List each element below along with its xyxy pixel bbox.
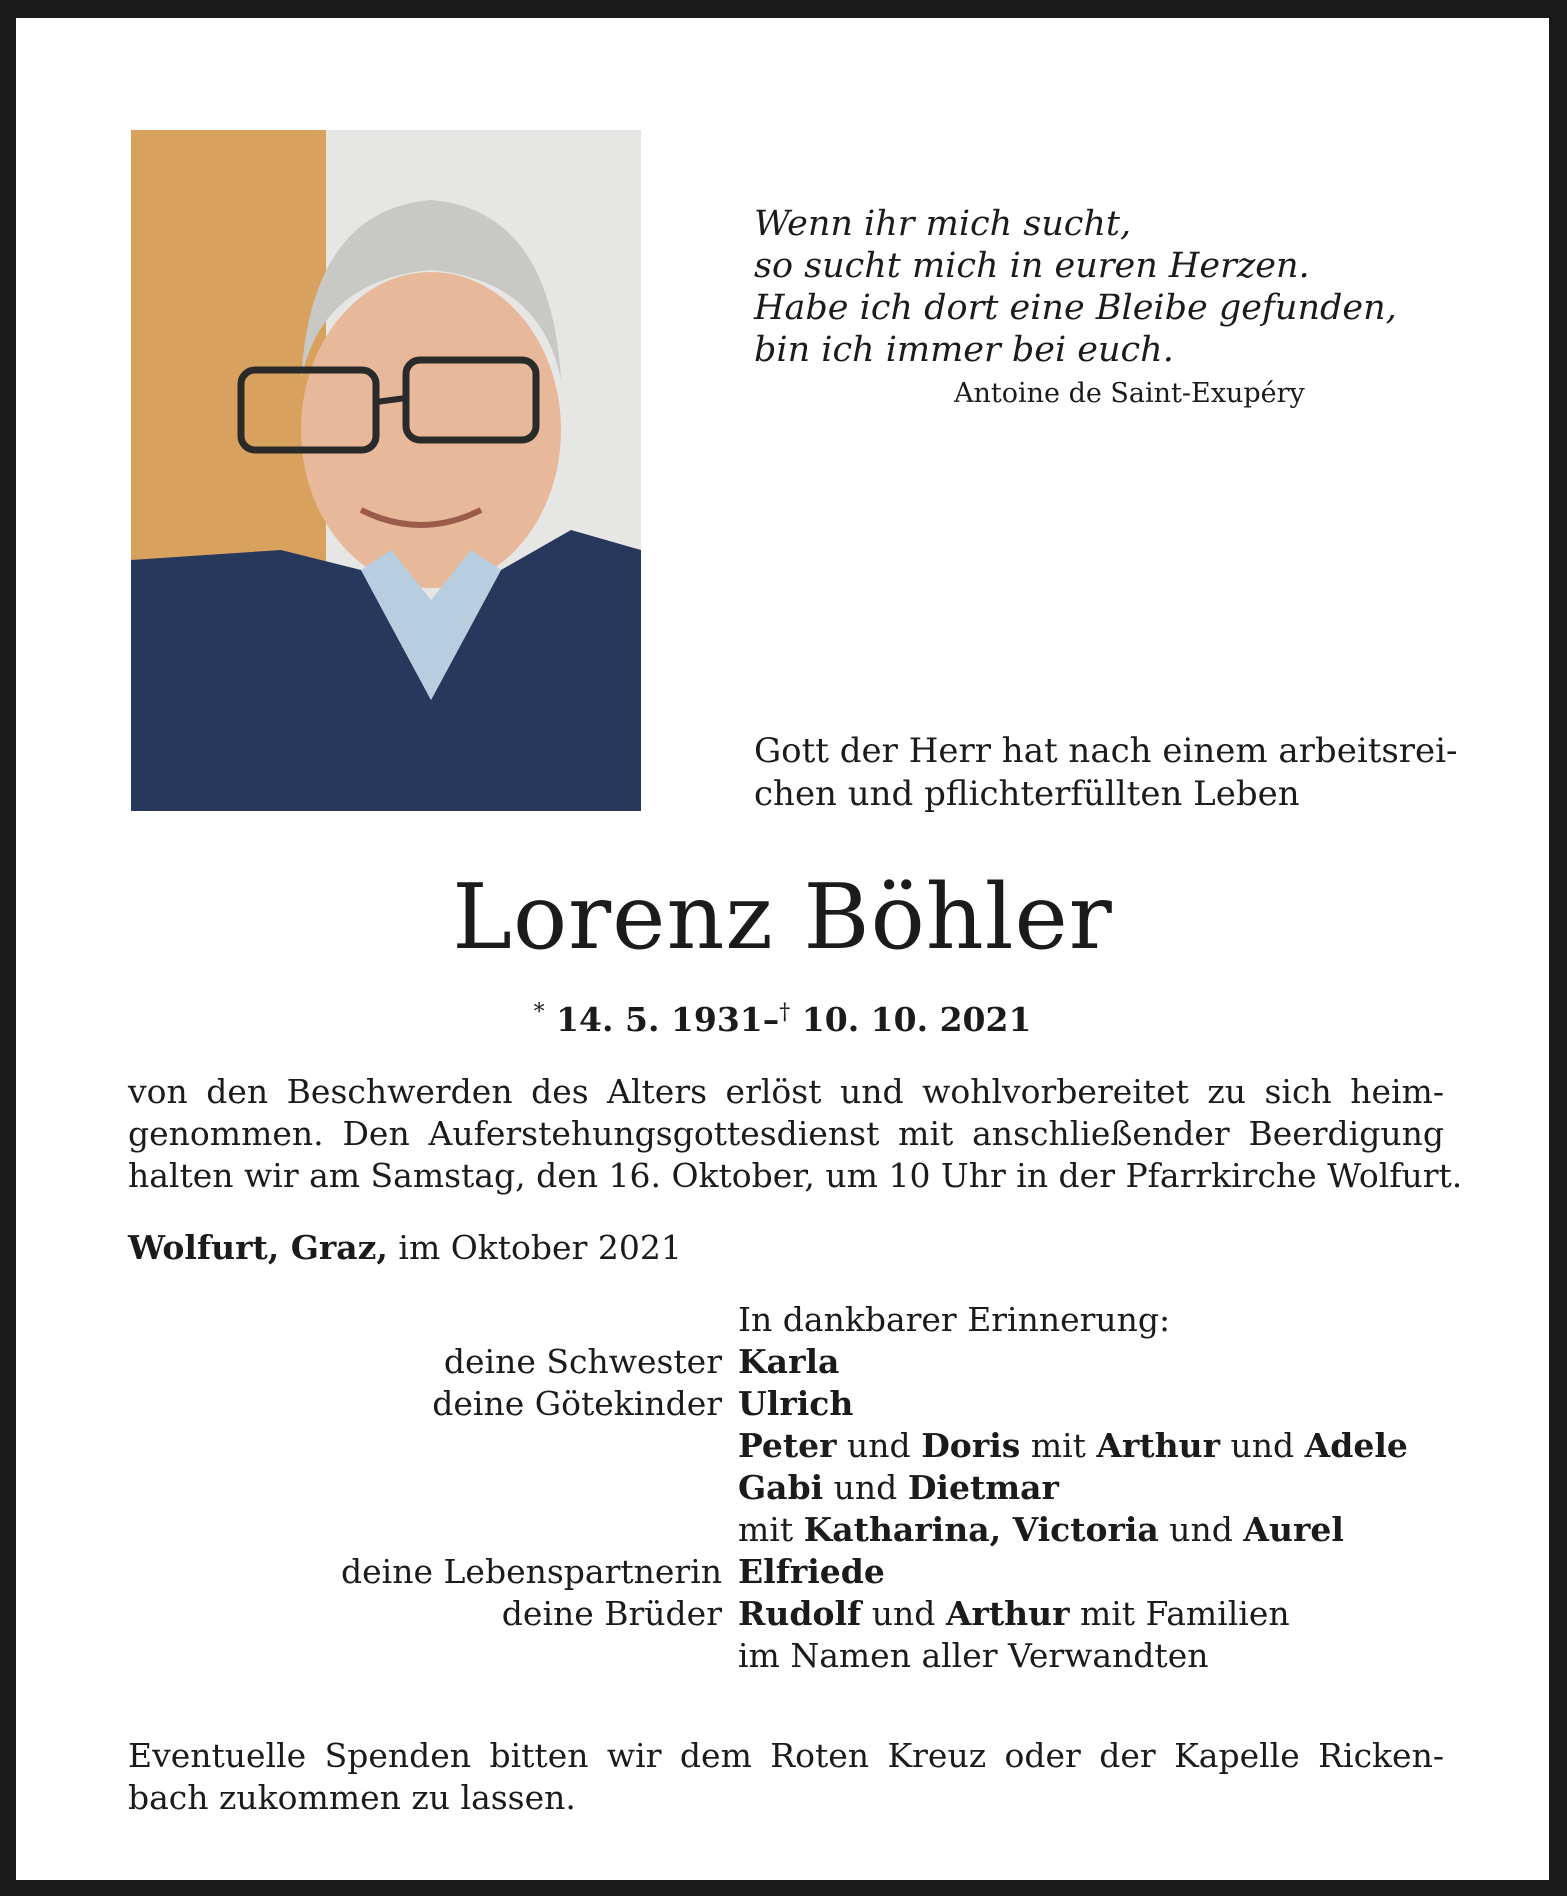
relation-label: deine Götekinder bbox=[432, 1384, 722, 1423]
death-date: 10. 10. 2021 bbox=[801, 1000, 1032, 1039]
connector-text: und bbox=[1158, 1510, 1244, 1549]
date-separator: – bbox=[762, 1000, 780, 1039]
quote-line: Habe ich dort eine Bleibe gefunden, bbox=[754, 288, 1397, 328]
mourner-name: Arthur bbox=[1096, 1426, 1221, 1465]
announcement-date: im Oktober 2021 bbox=[398, 1228, 682, 1267]
closing-line: Eventuelle Spenden bitten wir dem Roten Kreuz oder der Kapelle Ricken- bbox=[128, 1736, 1444, 1775]
life-dates bbox=[16, 993, 1549, 1040]
obituary-page bbox=[16, 18, 1549, 1880]
quote-line: bin ich immer bei euch. bbox=[754, 330, 1174, 370]
mourner-name: Gabi bbox=[738, 1468, 824, 1507]
body-line: genommen. Den Auferstehungsgottesdienst mit anschließender Beerdigung bbox=[128, 1114, 1444, 1153]
intro-text bbox=[754, 730, 1474, 816]
connector-text: und bbox=[823, 1468, 908, 1507]
connector-text: und bbox=[861, 1594, 946, 1633]
relation-label bbox=[16, 1467, 738, 1509]
connector-text: und bbox=[1220, 1426, 1305, 1465]
mourner-name: Elfriede bbox=[738, 1552, 885, 1591]
relation-label: deine Schwester bbox=[443, 1342, 722, 1381]
mourners-heading-row bbox=[16, 1299, 1549, 1341]
mourner-name: Dietmar bbox=[907, 1468, 1059, 1507]
mourners-heading: In dankbarer Erinnerung: bbox=[738, 1300, 1171, 1339]
mourner-row bbox=[16, 1425, 1549, 1467]
quote-line: Wenn ihr mich sucht, bbox=[754, 204, 1132, 244]
mourner-names bbox=[738, 1341, 1478, 1383]
mourner-names bbox=[738, 1551, 1478, 1593]
mourner-name: Karla bbox=[738, 1342, 840, 1381]
relation-label bbox=[16, 1425, 738, 1467]
donation-note bbox=[128, 1735, 1444, 1819]
quote-author: Antoine de Saint-Exupéry bbox=[954, 378, 1305, 409]
connector-text: mit Familien bbox=[1069, 1594, 1290, 1633]
mourner-name: Rudolf bbox=[738, 1594, 862, 1633]
death-symbol: † bbox=[779, 1000, 791, 1025]
body-line: von den Beschwerden des Alters erlöst und wohlvorbereitet zu sich heim- bbox=[128, 1072, 1444, 1111]
mourner-row bbox=[16, 1341, 1549, 1383]
mourner-row bbox=[16, 1383, 1549, 1425]
mourner-row bbox=[16, 1509, 1549, 1551]
mourner-names bbox=[738, 1509, 1478, 1551]
body-line: halten wir am Samstag, den 16. Oktober, um 10 Uhr in der Pfarrkirche Wolfurt. bbox=[128, 1156, 1463, 1195]
connector-text: mit bbox=[1020, 1426, 1097, 1465]
mourner-name: Ulrich bbox=[738, 1384, 854, 1423]
mourner-row bbox=[16, 1551, 1549, 1593]
mourner-rows bbox=[16, 1341, 1549, 1677]
birth-symbol: * bbox=[533, 1000, 545, 1025]
announcement-text bbox=[128, 1071, 1463, 1197]
relation-label bbox=[16, 1635, 738, 1677]
place-and-date bbox=[128, 1227, 682, 1269]
mourner-names bbox=[738, 1425, 1478, 1467]
mourner-name: Doris bbox=[921, 1426, 1021, 1465]
portrait-photo bbox=[131, 130, 641, 811]
deceased-name: Lorenz Böhler bbox=[452, 865, 1113, 970]
mourner-names bbox=[738, 1467, 1478, 1509]
relation-label: deine Brüder bbox=[501, 1594, 722, 1633]
mourner-names bbox=[738, 1635, 1478, 1677]
relation-label bbox=[16, 1509, 738, 1551]
mourners-list bbox=[16, 1299, 1549, 1677]
mourner-name: Katharina, Victoria bbox=[803, 1510, 1159, 1549]
mourner-name: Aurel bbox=[1243, 1510, 1344, 1549]
connector-text: im Namen aller Verwandten bbox=[738, 1636, 1209, 1675]
portrait-image bbox=[131, 130, 641, 811]
mourner-name: Adele bbox=[1304, 1426, 1408, 1465]
intro-line: chen und pflichterfüllten Leben bbox=[754, 774, 1300, 814]
relation-label: deine Lebenspartnerin bbox=[341, 1552, 722, 1591]
connector-text: mit bbox=[738, 1510, 804, 1549]
connector-text: und bbox=[836, 1426, 922, 1465]
mourner-names bbox=[738, 1593, 1478, 1635]
places: Wolfurt, Graz, bbox=[128, 1228, 388, 1267]
mourner-row bbox=[16, 1467, 1549, 1509]
mourner-name: Arthur bbox=[945, 1594, 1070, 1633]
mourner-name: Peter bbox=[738, 1426, 837, 1465]
intro-line: Gott der Herr hat nach einem arbeitsrei- bbox=[754, 731, 1458, 771]
closing-line: bach zukommen zu lassen. bbox=[128, 1778, 576, 1817]
birth-date: 14. 5. 1931 bbox=[556, 1000, 763, 1039]
mourner-row bbox=[16, 1635, 1549, 1677]
memorial-quote bbox=[754, 203, 1474, 411]
mourner-names bbox=[738, 1383, 1478, 1425]
quote-line: so sucht mich in euren Herzen. bbox=[754, 246, 1310, 286]
mourner-row bbox=[16, 1593, 1549, 1635]
